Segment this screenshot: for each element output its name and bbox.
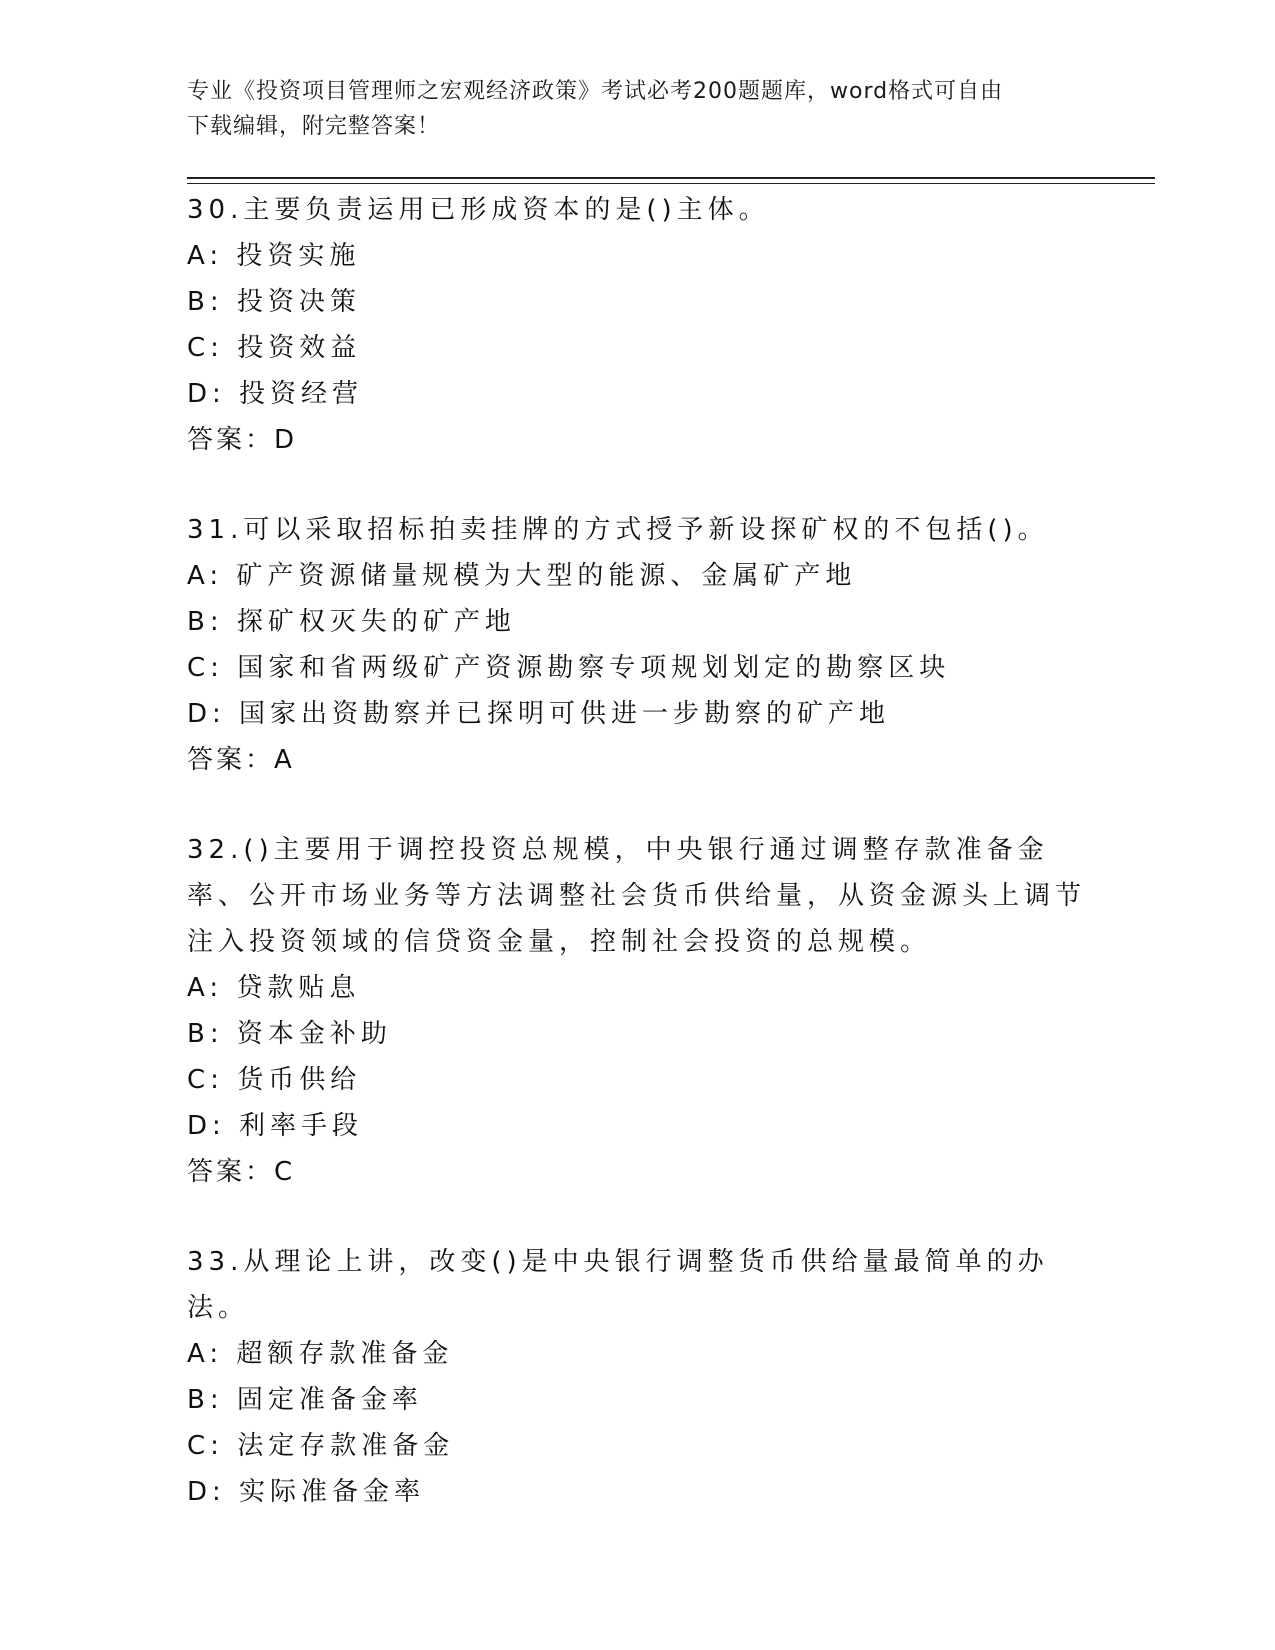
question-33 bbox=[187, 1239, 1087, 1515]
option-letter: C: bbox=[187, 1065, 224, 1095]
option-a bbox=[187, 1331, 1087, 1377]
header-rule-thin bbox=[187, 183, 1155, 184]
document-header bbox=[187, 74, 1067, 144]
option-letter: D: bbox=[187, 1111, 226, 1141]
option-c bbox=[187, 1423, 1087, 1469]
option-letter: B: bbox=[187, 1385, 224, 1415]
option-text: 超额存款准备金 bbox=[236, 1339, 454, 1369]
header-rule-thick bbox=[187, 177, 1155, 179]
answer bbox=[187, 417, 1087, 463]
option-text: 投资决策 bbox=[236, 287, 361, 317]
option-letter: C: bbox=[187, 1431, 224, 1461]
option-letter: A: bbox=[187, 973, 224, 1003]
option-text: 贷款贴息 bbox=[236, 973, 361, 1003]
option-text: 法定存款准备金 bbox=[237, 1431, 455, 1461]
option-text: 矿产资源储量规模为大型的能源、金属矿产地 bbox=[236, 561, 857, 591]
option-c bbox=[187, 645, 1087, 691]
question-32 bbox=[187, 827, 1087, 1195]
answer bbox=[187, 1149, 1087, 1195]
option-text: 探矿权灭失的矿产地 bbox=[236, 607, 516, 637]
option-letter: A: bbox=[187, 1339, 224, 1369]
answer-label: 答案： bbox=[187, 425, 275, 455]
answer-value: C bbox=[274, 1157, 296, 1187]
option-letter: A: bbox=[187, 241, 224, 271]
option-d bbox=[187, 371, 1087, 417]
answer-value: A bbox=[274, 745, 295, 775]
option-letter: B: bbox=[187, 1019, 224, 1049]
option-b bbox=[187, 1011, 1087, 1057]
option-a bbox=[187, 965, 1087, 1011]
option-text: 货币供给 bbox=[237, 1065, 362, 1095]
option-b bbox=[187, 599, 1087, 645]
option-a bbox=[187, 553, 1087, 599]
option-d bbox=[187, 1103, 1087, 1149]
option-text: 固定准备金率 bbox=[236, 1385, 423, 1415]
option-text: 利率手段 bbox=[239, 1111, 364, 1141]
question-text: 33.从理论上讲，改变()是中央银行调整货币供给量最简单的办法。 bbox=[187, 1247, 1049, 1323]
question-30 bbox=[187, 187, 1087, 463]
option-d bbox=[187, 1469, 1087, 1515]
option-text: 国家和省两级矿产资源勘察专项规划划定的勘察区块 bbox=[237, 653, 951, 683]
question-31 bbox=[187, 507, 1087, 783]
option-text: 国家出资勘察并已探明可供进一步勘察的矿产地 bbox=[239, 699, 891, 729]
option-letter: B: bbox=[187, 607, 224, 637]
option-letter: C: bbox=[187, 333, 224, 363]
question-list bbox=[187, 187, 1087, 1559]
header-line-2: 下载编辑，附完整答案！ bbox=[187, 114, 441, 139]
answer-label: 答案： bbox=[187, 1157, 275, 1187]
option-text: 实际准备金率 bbox=[239, 1477, 426, 1507]
option-text: 资本金补助 bbox=[236, 1019, 392, 1049]
header-line-1: 专业《投资项目管理师之宏观经济政策》考试必考200题题库，word格式可自由 bbox=[187, 79, 1004, 104]
answer-value: D bbox=[274, 425, 298, 455]
option-letter: B: bbox=[187, 287, 224, 317]
question-text: 31.可以采取招标拍卖挂牌的方式授予新设探矿权的不包括()。 bbox=[187, 515, 1049, 545]
answer bbox=[187, 737, 1087, 783]
option-letter: D: bbox=[187, 379, 226, 409]
option-letter: D: bbox=[187, 1477, 226, 1507]
option-a bbox=[187, 233, 1087, 279]
option-c bbox=[187, 1057, 1087, 1103]
option-letter: D: bbox=[187, 699, 226, 729]
option-b bbox=[187, 1377, 1087, 1423]
option-letter: C: bbox=[187, 653, 224, 683]
option-b bbox=[187, 279, 1087, 325]
option-letter: A: bbox=[187, 561, 224, 591]
question-text: 30.主要负责运用已形成资本的是()主体。 bbox=[187, 195, 770, 225]
option-text: 投资实施 bbox=[236, 241, 361, 271]
option-d bbox=[187, 691, 1087, 737]
answer-label: 答案： bbox=[187, 745, 275, 775]
option-c bbox=[187, 325, 1087, 371]
option-text: 投资经营 bbox=[239, 379, 364, 409]
option-text: 投资效益 bbox=[237, 333, 362, 363]
question-text: 32.()主要用于调控投资总规模，中央银行通过调整存款准备金率、公开市场业务等方法调整社会货币供给量，从资金源头上调节注入投资领域的信贷资金量，控制社会投资的总规模。 bbox=[187, 835, 1087, 957]
